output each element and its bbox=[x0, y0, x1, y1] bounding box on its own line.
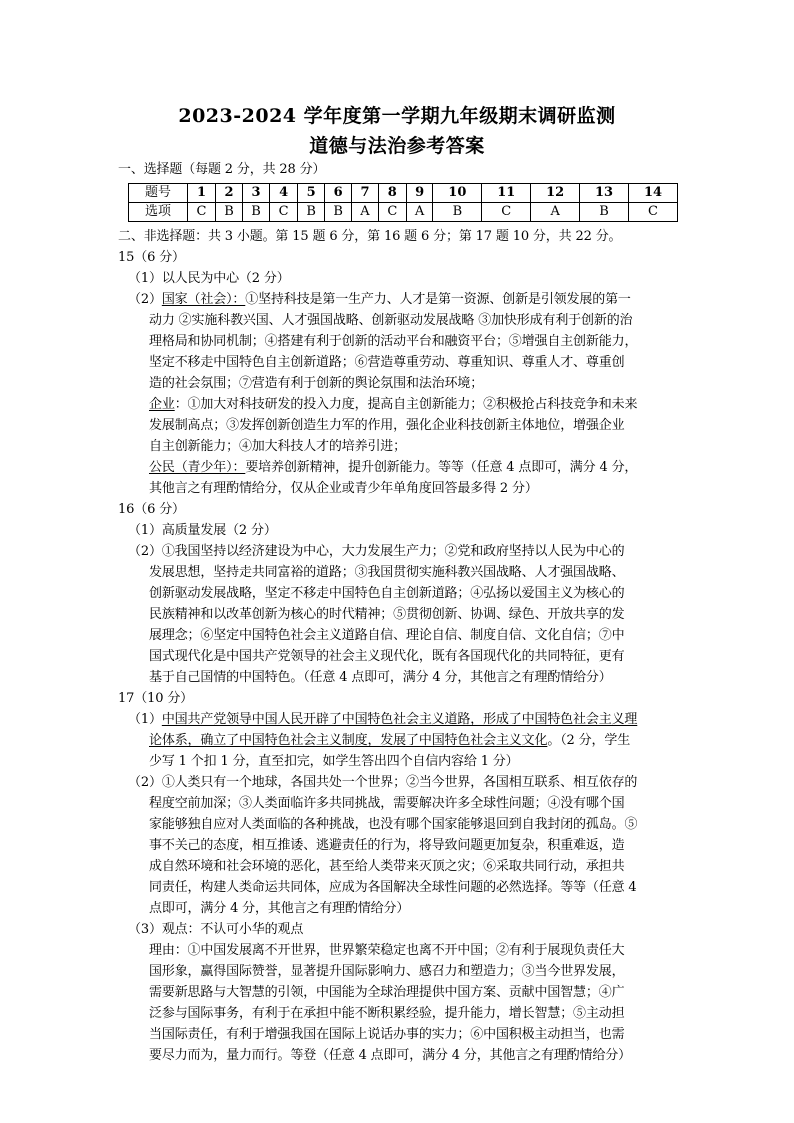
answer-line bbox=[149, 731, 630, 751]
part-label: （1） bbox=[128, 712, 162, 727]
section1-heading: 一、选择题（每题 2 分，共 28 分） bbox=[118, 162, 326, 177]
underlined-term: 国家（社会）： bbox=[161, 292, 246, 307]
answer-line: 要尽力而为，量力而行。等登（任意 4 点即可，满分 4 分，其他言之有理酌情给分） bbox=[149, 1048, 631, 1063]
page-title: 2023-2024 学年度第一学期九年级期末调研监测 bbox=[178, 105, 616, 127]
answer-line: 民族精神和以改革创新为核心的时代精神；⑤贯彻创新、协调、绿色、开放共享的发 bbox=[149, 607, 625, 622]
underlined-answer: 论体系，确立了中国特色社会主义制度，发展了中国特色社会主义文化 bbox=[149, 733, 548, 748]
q15-heading: 15（6 分） bbox=[118, 250, 185, 265]
answer-line: （2）①人类只有一个地球，各国共处一个世界；②当今世界，各国相互联系、相互依存的 bbox=[128, 775, 638, 790]
q15-part2-line bbox=[128, 290, 631, 310]
answer-line: 程度空前加深；③人类面临许多共同挑战，需要解决许多全球性问题；④没有哪个国 bbox=[149, 796, 625, 811]
question-number: 4 bbox=[270, 184, 298, 203]
underlined-term: 公民（青少年）： bbox=[149, 460, 246, 475]
q17-heading: 17（10 分） bbox=[118, 691, 194, 706]
answer-table bbox=[128, 183, 678, 222]
question-number: 3 bbox=[243, 184, 270, 203]
question-number: 13 bbox=[580, 184, 629, 203]
part-label: （2） bbox=[128, 292, 162, 307]
answer-cell: B bbox=[325, 203, 352, 222]
answer-cell: C bbox=[270, 203, 298, 222]
q15-part1: （1）以人民为中心（2 分） bbox=[128, 271, 290, 286]
answer-cell: B bbox=[298, 203, 325, 222]
question-number: 14 bbox=[628, 184, 677, 203]
answer-line: 国形象，赢得国际赞誉，显著提升国际影响力、感召力和塑造力；③当今世界发展， bbox=[149, 964, 625, 979]
answer-cell: C bbox=[378, 203, 406, 222]
answer-cell: B bbox=[216, 203, 243, 222]
answer-line: 国式现代化是中国共产党领导的社会主义现代化，既有各国现代化的共同特征，更有 bbox=[149, 649, 625, 664]
answer-line: 动力 ②实施科教兴国、人才强国战略、创新驱动发展战略 ③加快形成有利于创新的治 bbox=[149, 313, 633, 328]
question-number: 10 bbox=[433, 184, 482, 203]
answer-text: 要培养创新精神，提升创新能力。等等（任意 4 点即可，满分 4 分， bbox=[245, 460, 638, 475]
q17-part3-line: （3）观点：不认可小华的观点 bbox=[128, 922, 304, 937]
q16-part1: （1）高质量发展（2 分） bbox=[128, 523, 277, 538]
underlined-answer: 中国共产党领导中国人民开辟了中国特色社会主义道路，形成了中国特色社会主义理 bbox=[161, 712, 638, 727]
answer-line: 展理念；⑥坚定中国特色社会主义道路自信、理论自信、制度自信、文化自信；⑦中 bbox=[149, 628, 625, 643]
underlined-term: 企业 bbox=[149, 397, 175, 412]
question-number: 9 bbox=[406, 184, 433, 203]
answer-cell: B bbox=[580, 203, 629, 222]
q17-part1-line bbox=[128, 710, 637, 730]
question-number: 8 bbox=[378, 184, 406, 203]
question-number: 12 bbox=[531, 184, 580, 203]
answer-line: 自主创新能力；④加大科技人才的培养引进； bbox=[149, 439, 407, 454]
answer-line: 同责任，构建人类命运共同体，应成为各国解决全球性问题的必然选择。等等（任意 4 bbox=[149, 880, 637, 895]
answer-cell: C bbox=[482, 203, 531, 222]
answer-cell: A bbox=[531, 203, 580, 222]
answer-line: 泛参与国际事务，有利于在承担中能不断积累经验，提升能力，增长智慧；⑤主动担 bbox=[149, 1006, 625, 1021]
answer-cell: C bbox=[628, 203, 677, 222]
answer-line: 发展制高点；③发挥创新创造生力军的作用，强化企业科技创新主体地位，增强企业 bbox=[149, 418, 625, 433]
answer-line: （2）①我国坚持以经济建设为中心，大力发展生产力；②党和政府坚持以人民为中心的 bbox=[128, 544, 625, 559]
row-header-number: 题号 bbox=[129, 184, 188, 203]
answer-line: 成自然环境和社会环境的恶化，甚至给人类带来灭顶之灾；⑥采取共同行动，承担共 bbox=[149, 859, 625, 874]
answer-cell: A bbox=[406, 203, 433, 222]
answer-line bbox=[149, 458, 637, 478]
page-subtitle: 道德与法治参考答案 bbox=[309, 135, 485, 157]
answer-line: 发展思想，坚持走共同富裕的道路；③我国贯彻实施科教兴国战略、人才强国战略、 bbox=[149, 565, 625, 580]
question-number: 1 bbox=[188, 184, 216, 203]
answer-cell: C bbox=[188, 203, 216, 222]
answer-text: 。（2 分，学生 bbox=[547, 733, 631, 748]
answer-line: 少写 1 个扣 1 分，直至扣完，如学生答出四个自信内容给 1 分） bbox=[149, 754, 519, 769]
question-number: 2 bbox=[216, 184, 243, 203]
question-number: 5 bbox=[298, 184, 325, 203]
answer-line: 需要新思路与大智慧的引领，中国能为全球治理提供中国方案、贡献中国智慧；④广 bbox=[149, 985, 625, 1000]
answer-line: 基于自己国情的中国特色。（任意 4 点即可，满分 4 分，其他言之有理酌情给分） bbox=[149, 670, 612, 685]
question-number: 11 bbox=[482, 184, 531, 203]
q16-heading: 16（6 分） bbox=[118, 502, 185, 517]
answer-line: 点即可，满分 4 分，其他言之有理酌情给分） bbox=[149, 901, 410, 916]
answer-line: 理由：①中国发展离不开世界，世界繁荣稳定也离不开中国；②有利于展现负责任大 bbox=[149, 943, 625, 958]
answer-line bbox=[149, 395, 637, 415]
answer-row bbox=[129, 203, 678, 222]
answer-text: ①坚持科技是第一生产力、人才是第一资源、创新是引领发展的第一 bbox=[245, 292, 631, 307]
answer-text: ：①加大对科技研发的投入力度，提高自主创新能力；②积极抢占科技竞争和未来 bbox=[174, 397, 638, 412]
answer-cell: B bbox=[433, 203, 482, 222]
section2-heading: 二、非选择题：共 3 小题。第 15 题 6 分，第 16 题 6 分；第 17 题 10 分，共 22 分。 bbox=[118, 229, 622, 244]
answer-line: 事不关己的态度，相互推诿、逃避责任的行为，将导致问题更加复杂，积重难返，造 bbox=[149, 838, 625, 853]
answer-line: 其他言之有理酌情给分，仅从企业或青少年单角度回答最多得 2 分） bbox=[149, 481, 538, 496]
question-number-row bbox=[129, 184, 678, 203]
answer-line: 坚定不移走中国特色自主创新道路；⑥营造尊重劳动、尊重知识、尊重人才、尊重创 bbox=[149, 355, 625, 370]
answer-cell: A bbox=[352, 203, 379, 222]
question-number: 7 bbox=[352, 184, 379, 203]
row-header-answer: 选项 bbox=[129, 203, 188, 222]
answer-line: 家能够独自应对人类面临的各种挑战，也没有哪个国家能够退回到自我封闭的孤岛。⑤ bbox=[149, 817, 638, 832]
answer-cell: B bbox=[243, 203, 270, 222]
answer-line: 当国际责任，有利于增强我国在国际上说话办事的实力；⑥中国积极主动担当，也需 bbox=[149, 1027, 625, 1042]
answer-line: 造的社会氛围；⑦营造有利于创新的舆论氛围和法治环境； bbox=[149, 376, 484, 391]
answer-line: 创新驱动发展战略，坚定不移走中国特色自主创新道路；④弘扬以爱国主义为核心的 bbox=[149, 586, 625, 601]
question-number: 6 bbox=[325, 184, 352, 203]
answer-line: 理格局和协同机制；④搭建有利于创新的活动平台和融资平台；⑤增强自主创新能力， bbox=[149, 334, 638, 349]
